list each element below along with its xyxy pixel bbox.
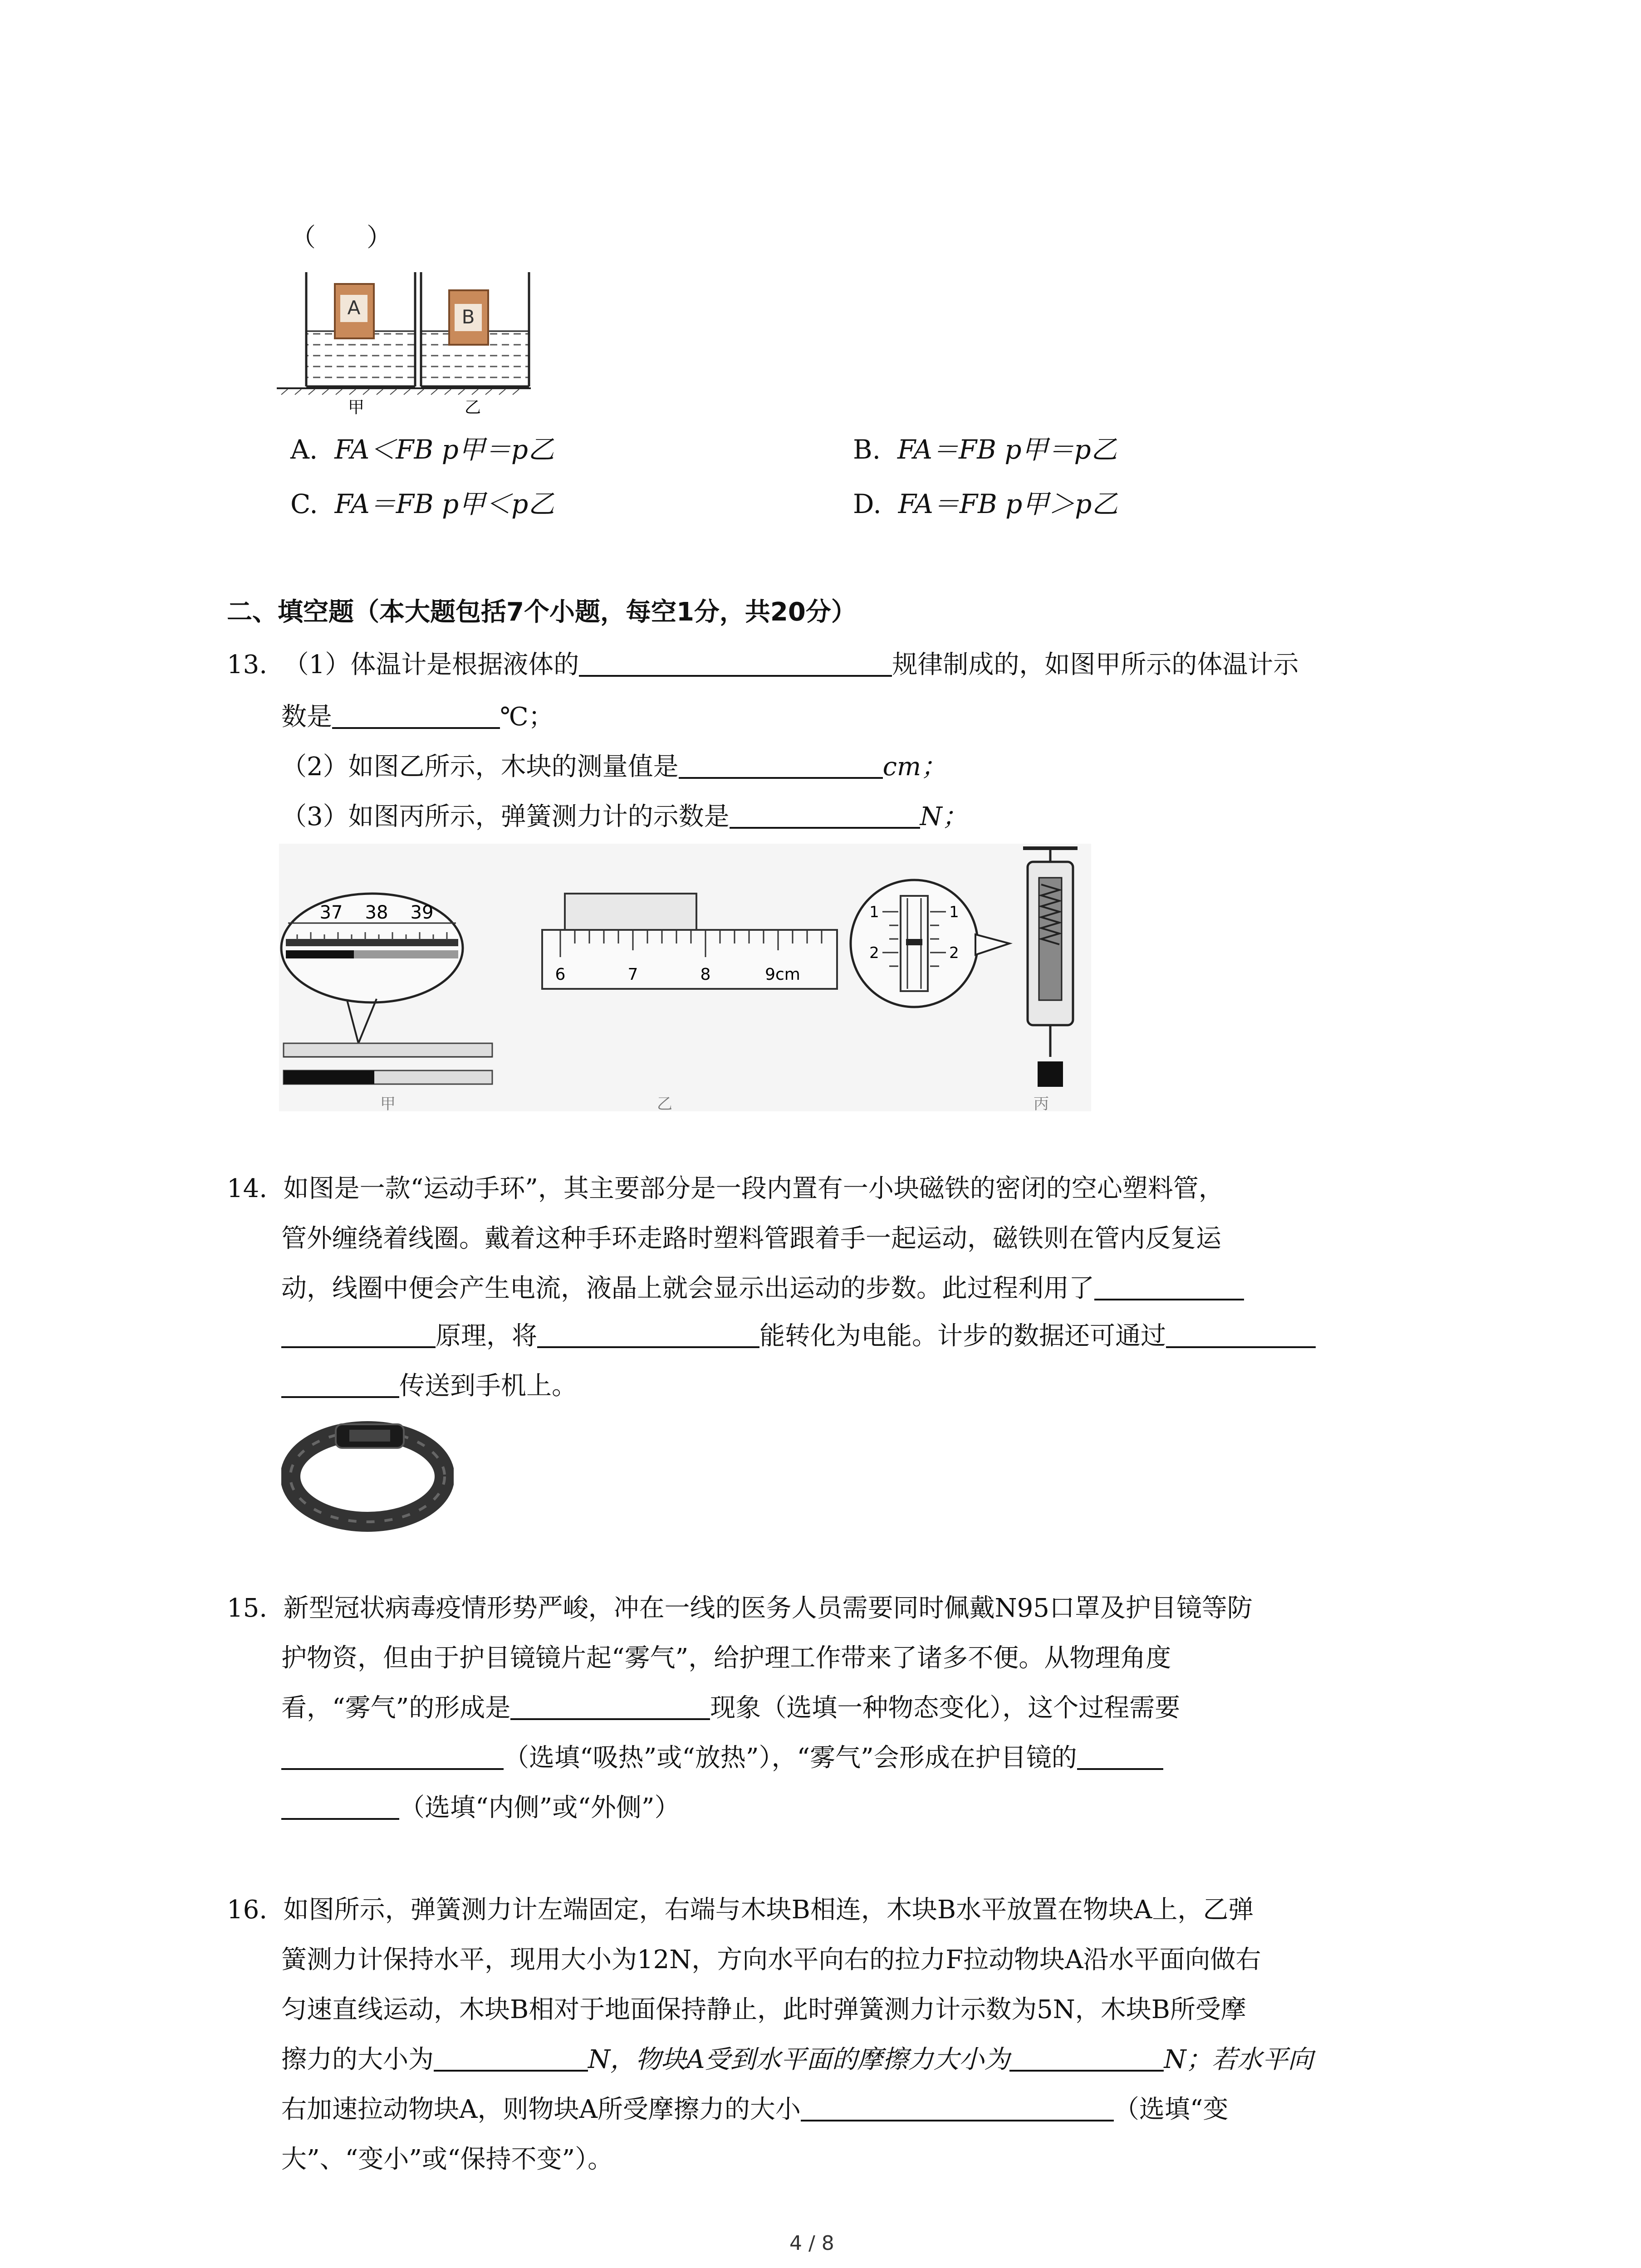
q13-line-1: 13. （1）体温计是根据液体的 规律制成的，如图甲所示的体温计示 (227, 650, 1299, 679)
therm-tick-37: 37 (319, 902, 343, 923)
q16-line-3: 匀速直线运动，木块B相对于地面保持静止，此时弹簧测力计示数为5N，木块B所受摩 (281, 1995, 1246, 2024)
q14-blank-3a[interactable] (1166, 1321, 1316, 1348)
q14-line-4: 原理，将 能转化为电能。计步的数据还可通过 (281, 1320, 1316, 1353)
wristband-image (281, 1415, 454, 1538)
option-d[interactable] (853, 488, 1118, 520)
q13-blank-4[interactable] (730, 802, 920, 829)
scale-tick-right-1: 1 (949, 903, 959, 921)
q16-line-6: 大”、“变小”或“保持不变”）。 (281, 2145, 613, 2174)
option-c-letter: C. (290, 489, 318, 519)
ruler-tick-8: 8 (700, 965, 711, 984)
ruler-tick-9cm: 9cm (765, 965, 800, 984)
q13-blank-2[interactable] (332, 702, 500, 729)
option-c[interactable] (290, 488, 554, 520)
q13-blank-3[interactable] (679, 752, 883, 779)
q16-blank-3[interactable] (801, 2094, 1114, 2121)
q14-blank-2[interactable] (537, 1321, 759, 1348)
q13-blank-1[interactable] (579, 650, 892, 677)
q15-blank-2[interactable] (281, 1743, 504, 1770)
ruler-tick-6: 6 (555, 965, 566, 984)
q15-blank-3b[interactable] (281, 1793, 399, 1820)
scale-tick-right-2: 2 (949, 944, 959, 962)
beakers-figure (277, 263, 531, 417)
q15-blank-1[interactable] (510, 1693, 710, 1720)
option-b[interactable] (853, 433, 1117, 466)
q13-line-2: 数是 ℃； (281, 702, 554, 732)
q16-blank-1[interactable] (434, 2044, 588, 2072)
q14-line-5: 传送到手机上。 (281, 1370, 577, 1403)
q16-blank-2[interactable] (1009, 2044, 1164, 2072)
q15-line-1: 15. 新型冠状病毒疫情形势严峻，冲在一线的医务人员需要同时佩戴N95口罩及护目镜等防 (227, 1593, 1253, 1623)
ruler-tick-7: 7 (627, 965, 638, 984)
q14-blank-1a[interactable] (1094, 1273, 1244, 1300)
caption-jia: 甲 (380, 1095, 396, 1111)
q15-blank-3a[interactable] (1077, 1743, 1163, 1770)
answer-paren: （ ） (290, 223, 392, 253)
q14-blank-1b[interactable] (281, 1321, 436, 1348)
q15-line-2: 护物资，但由于护目镜镜片起“雾气”，给护理工作带来了诸多不便。从物理角度 (281, 1643, 1171, 1673)
option-a[interactable] (290, 433, 554, 466)
scale-tick-left-1: 1 (869, 903, 879, 921)
beaker-label-jia: 甲 (348, 398, 365, 417)
q13-line-3: （2）如图乙所示，木块的测量值是 cm； (281, 752, 947, 782)
q16-line-5: 右加速拉动物块A，则物块A所受摩擦力的大小 （选填“变 (281, 2095, 1229, 2124)
q15-line-4: （选填“吸热”或“放热”），“雾气”会形成在护目镜的 (281, 1742, 1163, 1774)
option-a-letter: A. (290, 434, 318, 465)
q14-line-2: 管外缠绕着线圈。戴着这种手环走路时塑料管跟着手一起运动，磁铁则在管内反复运 (281, 1224, 1221, 1253)
option-d-text: FA＝FB p甲＞p乙 (898, 489, 1118, 519)
therm-tick-38: 38 (365, 902, 388, 923)
q16-number: 16. (227, 1895, 268, 1925)
caption-bing: 丙 (1034, 1095, 1049, 1111)
block-b-label: B (461, 306, 475, 328)
q14-blank-3b[interactable] (281, 1371, 399, 1398)
section-heading: 二、填空题（本大题包括7个小题，每空1分，共20分） (227, 597, 857, 627)
q14-line-3: 动，线圈中便会产生电流，液晶上就会显示出运动的步数。此过程利用了 (281, 1272, 1244, 1305)
page-number: 4 / 8 (789, 2232, 834, 2255)
q16-line-1: 16. 如图所示，弹簧测力计左端固定，右端与木块B相连，木块B水平放置在物块A上，乙弹 (227, 1895, 1254, 1925)
block-a-label: A (347, 297, 361, 319)
q13-figure (279, 844, 1091, 1111)
q15-number: 15. (227, 1593, 268, 1623)
option-a-text: FA＜FB p甲＝p乙 (334, 434, 554, 465)
q13-line-4: （3）如图丙所示，弹簧测力计的示数是 N； (281, 802, 968, 831)
q14-line-1: 14. 如图是一款“运动手环”，其主要部分是一段内置有一小块磁铁的密闭的空心塑料管， (227, 1174, 1224, 1203)
q16-line-4: 擦力的大小为 N，物块A受到水平面的摩擦力大小为 N；若水平向 (281, 2045, 1313, 2074)
q16-line-2: 簧测力计保持水平，现用大小为12N，方向水平向右的拉力F拉动物块A沿水平面向做右 (281, 1945, 1261, 1975)
beaker-label-yi: 乙 (464, 398, 481, 417)
q15-line-3: 看，“雾气”的形成是 现象（选填一种物态变化），这个过程需要 (281, 1693, 1181, 1723)
option-b-letter: B. (853, 434, 881, 465)
q13-number: 13. (227, 650, 268, 679)
q15-line-5: （选填“内侧”或“外侧”） (281, 1792, 680, 1824)
scale-tick-left-2: 2 (869, 944, 879, 962)
option-b-text: FA＝FB p甲＝p乙 (897, 434, 1117, 465)
option-d-letter: D. (853, 489, 882, 519)
option-c-text: FA＝FB p甲＜p乙 (334, 489, 555, 519)
therm-tick-39: 39 (410, 902, 434, 923)
q14-number: 14. (227, 1174, 268, 1203)
caption-yi: 乙 (657, 1095, 672, 1111)
